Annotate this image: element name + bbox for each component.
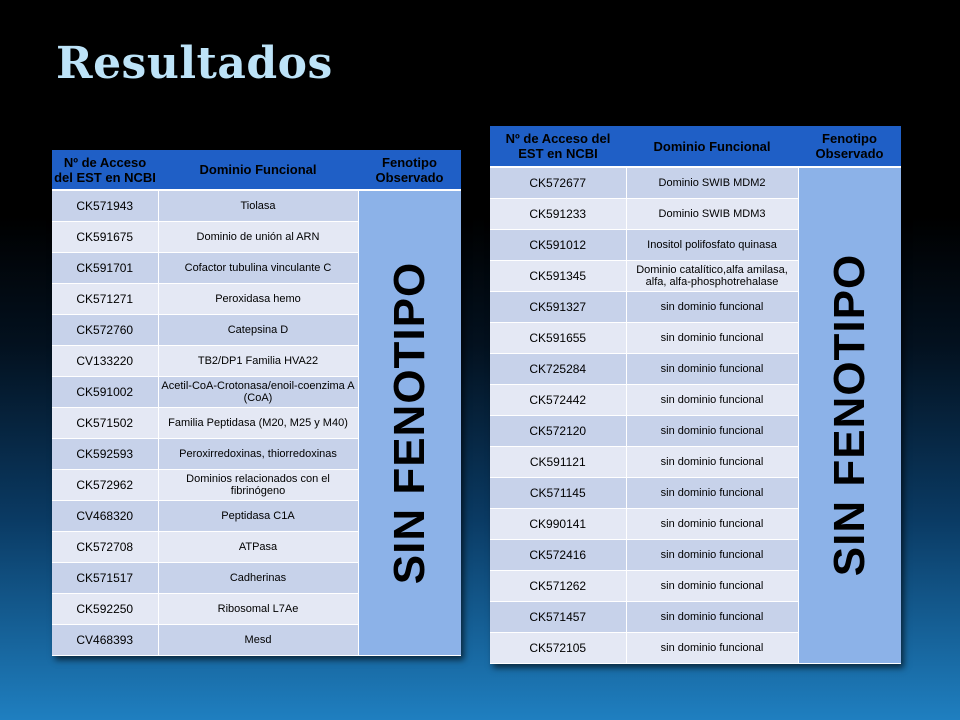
accession-cell: CK591655 <box>490 322 626 353</box>
domain-cell: Ribosomal L7Ae <box>158 593 358 624</box>
domain-cell: sin dominio funcional <box>626 601 798 632</box>
domain-cell: Mesd <box>158 624 358 655</box>
domain-cell: Cofactor tubulina vinculante C <box>158 252 358 283</box>
table-body <box>52 190 461 655</box>
domain-cell: Peroxirredoxinas, thiorredoxinas <box>158 438 358 469</box>
accession-cell: CK571457 <box>490 601 626 632</box>
domain-cell: Dominio catalítico,alfa amilasa, alfa, alfa-phosphotrehalase <box>626 260 798 291</box>
domain-cell: Peptidasa C1A <box>158 500 358 531</box>
domain-cell: Acetil-CoA-Crotonasa/enoil-coenzima A (CoA) <box>158 376 358 407</box>
accession-cell: CK571517 <box>52 562 158 593</box>
accession-cell: CK571262 <box>490 570 626 601</box>
accession-cell: CK572120 <box>490 415 626 446</box>
domain-cell: sin dominio funcional <box>626 446 798 477</box>
table-header-row <box>490 126 901 167</box>
accession-cell: CV468320 <box>52 500 158 531</box>
header-phenotype: Fenotipo Observado <box>798 126 901 167</box>
domain-cell: sin dominio funcional <box>626 632 798 663</box>
accession-cell: CK572677 <box>490 167 626 198</box>
domain-cell: Dominio SWIB MDM3 <box>626 198 798 229</box>
results-table-right <box>490 126 901 664</box>
domain-cell: sin dominio funcional <box>626 539 798 570</box>
accession-cell: CK571502 <box>52 407 158 438</box>
accession-cell: CK591675 <box>52 221 158 252</box>
domain-cell: Tiolasa <box>158 190 358 221</box>
domain-cell: Peroxidasa hemo <box>158 283 358 314</box>
phenotype-cell <box>798 167 901 663</box>
domain-cell: sin dominio funcional <box>626 353 798 384</box>
accession-cell: CK592250 <box>52 593 158 624</box>
table-row <box>490 167 901 198</box>
header-phenotype: Fenotipo Observado <box>358 150 461 190</box>
accession-cell: CK572760 <box>52 314 158 345</box>
header-domain: Dominio Funcional <box>158 150 358 190</box>
header-domain: Dominio Funcional <box>626 126 798 167</box>
table-body <box>490 167 901 663</box>
domain-cell: Dominio de unión al ARN <box>158 221 358 252</box>
accession-cell: CK591701 <box>52 252 158 283</box>
accession-cell: CK591012 <box>490 229 626 260</box>
domain-cell: Catepsina D <box>158 314 358 345</box>
table-header-row <box>52 150 461 190</box>
accession-cell: CK591121 <box>490 446 626 477</box>
phenotype-label: SIN FENOTIPO <box>824 254 874 577</box>
accession-cell: CK591345 <box>490 260 626 291</box>
accession-cell: CK571145 <box>490 477 626 508</box>
accession-cell: CK572962 <box>52 469 158 500</box>
accession-cell: CK572416 <box>490 539 626 570</box>
accession-cell: CK572442 <box>490 384 626 415</box>
slide-title: Resultados <box>56 38 333 89</box>
domain-cell: Inositol polifosfato quinasa <box>626 229 798 260</box>
accession-cell: CK725284 <box>490 353 626 384</box>
accession-cell: CK592593 <box>52 438 158 469</box>
header-accession: Nº de Acceso del EST en NCBI <box>52 150 158 190</box>
results-table-left <box>52 150 461 656</box>
domain-cell: sin dominio funcional <box>626 477 798 508</box>
domain-cell: ATPasa <box>158 531 358 562</box>
domain-cell: sin dominio funcional <box>626 384 798 415</box>
domain-cell: Dominios relacionados con el fibrinógeno <box>158 469 358 500</box>
accession-cell: CK990141 <box>490 508 626 539</box>
header-accession: Nº de Acceso del EST en NCBI <box>490 126 626 167</box>
accession-cell: CK591233 <box>490 198 626 229</box>
domain-cell: sin dominio funcional <box>626 291 798 322</box>
domain-cell: Familia Peptidasa (M20, M25 y M40) <box>158 407 358 438</box>
domain-cell: sin dominio funcional <box>626 415 798 446</box>
domain-cell: sin dominio funcional <box>626 508 798 539</box>
phenotype-cell <box>358 190 461 655</box>
phenotype-label: SIN FENOTIPO <box>384 261 434 584</box>
accession-cell: CV468393 <box>52 624 158 655</box>
domain-cell: Cadherinas <box>158 562 358 593</box>
accession-cell: CK591327 <box>490 291 626 322</box>
accession-cell: CK572105 <box>490 632 626 663</box>
accession-cell: CV133220 <box>52 345 158 376</box>
table-row <box>52 190 461 221</box>
accession-cell: CK591002 <box>52 376 158 407</box>
domain-cell: Dominio SWIB MDM2 <box>626 167 798 198</box>
domain-cell: sin dominio funcional <box>626 570 798 601</box>
accession-cell: CK571943 <box>52 190 158 221</box>
accession-cell: CK572708 <box>52 531 158 562</box>
domain-cell: TB2/DP1 Familia HVA22 <box>158 345 358 376</box>
accession-cell: CK571271 <box>52 283 158 314</box>
domain-cell: sin dominio funcional <box>626 322 798 353</box>
